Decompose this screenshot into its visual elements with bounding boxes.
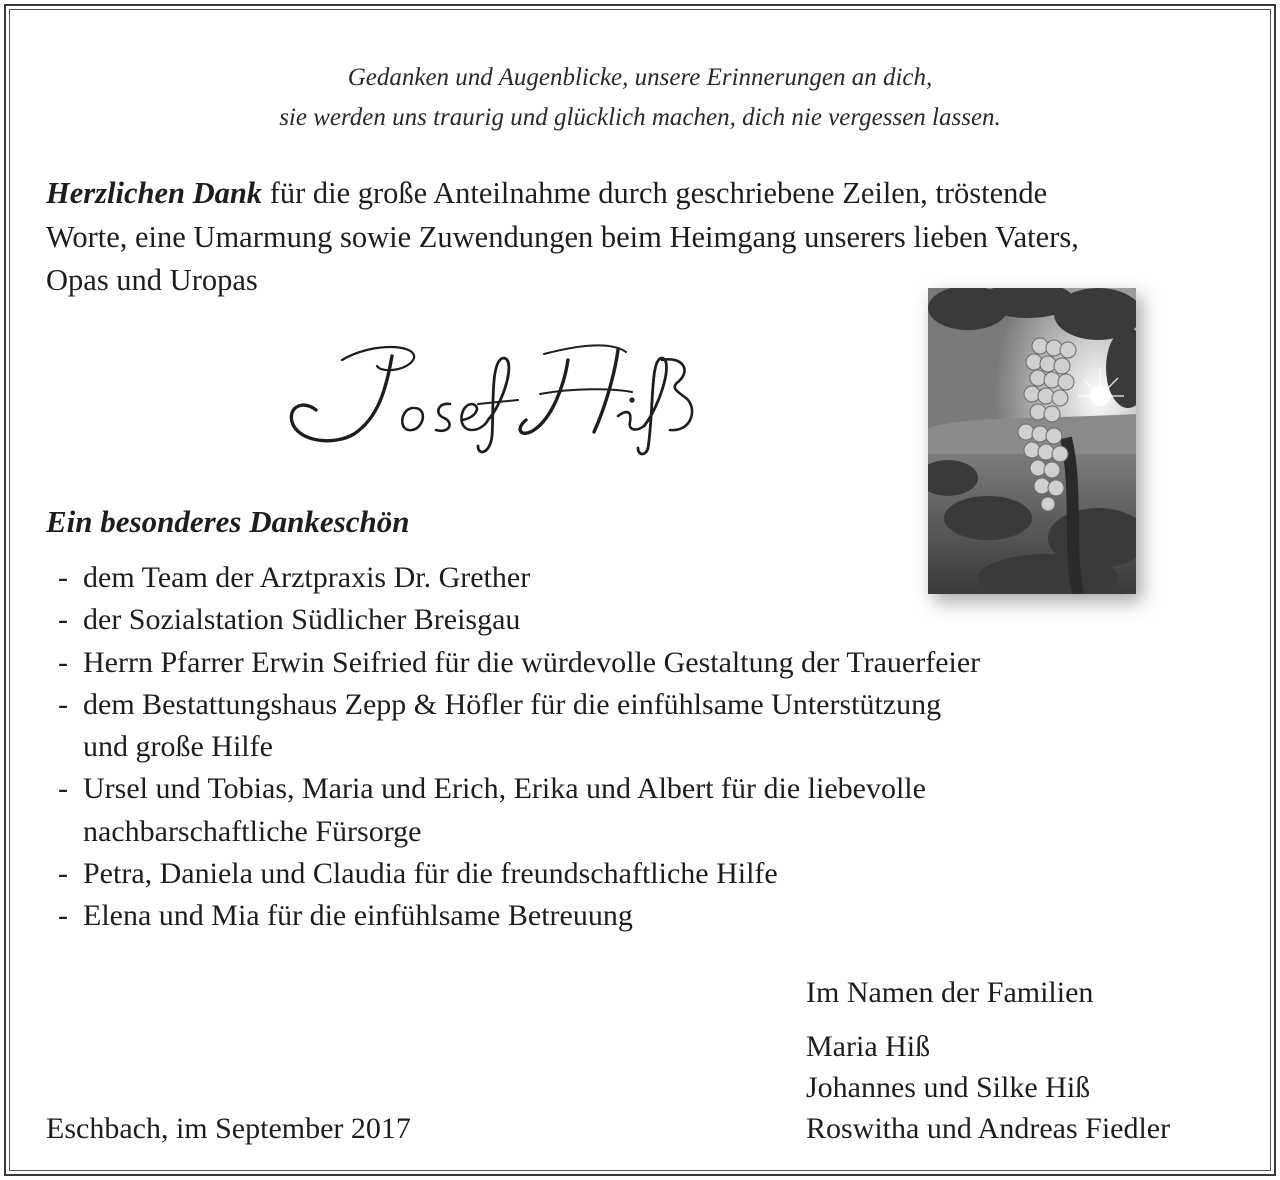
- name-script-graphic: [282, 330, 762, 460]
- list-item-text: nachbarschaftliche Fürsorge: [83, 814, 422, 848]
- signature-name: Johannes und Silke Hiß: [806, 1071, 1091, 1104]
- thanks-list: [58, 557, 980, 938]
- list-item: [58, 684, 980, 769]
- list-item: [58, 768, 980, 853]
- place-date: Eschbach, im September 2017: [46, 1112, 411, 1145]
- list-item-text: der Sozialstation Südlicher Breisgau: [83, 603, 521, 637]
- signature-name: Maria Hiß: [806, 1030, 931, 1063]
- list-item-text: Petra, Daniela und Claudia für die freundschaftliche Hilfe: [83, 857, 778, 891]
- intro-line-1: [46, 172, 1238, 216]
- list-item-text: Elena und Mia für die einfühlsame Betreuung: [83, 899, 633, 933]
- list-item: [58, 557, 980, 599]
- signature-intro: Im Namen der Familien: [806, 976, 1094, 1009]
- motto: [0, 58, 1280, 138]
- special-thanks-title: Ein besonderes Dankeschön: [46, 504, 410, 539]
- intro-line-2: Worte, eine Umarmung sowie Zuwendungen beim Heimgang unserers lieben Vaters,: [46, 219, 1079, 254]
- deceased-name-signature: [282, 330, 762, 460]
- intro-paragraph: [46, 172, 1238, 303]
- grapevine-photo-graphic: [928, 288, 1136, 594]
- list-dash: -: [58, 899, 68, 933]
- list-item: [58, 642, 980, 684]
- signature-name: Roswitha und Andreas Fiedler: [806, 1112, 1171, 1145]
- list-item-text: dem Bestattungshaus Zepp & Höfler für die einfühlsame Unterstützung: [83, 687, 942, 721]
- list-dash: -: [58, 772, 68, 806]
- motto-line-1: Gedanken und Augenblicke, unsere Erinnerungen an dich,: [347, 64, 933, 91]
- list-dash: -: [58, 561, 68, 594]
- list-item: [58, 599, 980, 641]
- list-item-text: und große Hilfe: [83, 730, 273, 764]
- motto-line-2: sie werden uns traurig und glücklich machen, dich nie vergessen lassen.: [279, 104, 1001, 131]
- list-item: [58, 853, 980, 895]
- list-dash: -: [58, 857, 68, 891]
- list-item-text: Ursel und Tobias, Maria und Erich, Erika und Albert für die liebevolle: [83, 772, 926, 806]
- intro-line-1-rest: für die große Anteilnahme durch geschriebene Zeilen, tröstende: [262, 176, 1048, 210]
- intro-line-3: Opas und Uropas: [46, 263, 258, 297]
- grapevine-photo: [928, 288, 1136, 594]
- list-item: [58, 895, 980, 937]
- intro-lead: Herzlichen Dank: [46, 176, 263, 210]
- list-dash: -: [58, 603, 68, 637]
- list-item-text: Herrn Pfarrer Erwin Seifried für die würdevolle Gestaltung der Trauerfeier: [83, 645, 981, 679]
- list-item-text: dem Team der Arztpraxis Dr. Grether: [83, 561, 531, 594]
- list-dash: -: [58, 687, 68, 721]
- list-dash: -: [58, 645, 68, 679]
